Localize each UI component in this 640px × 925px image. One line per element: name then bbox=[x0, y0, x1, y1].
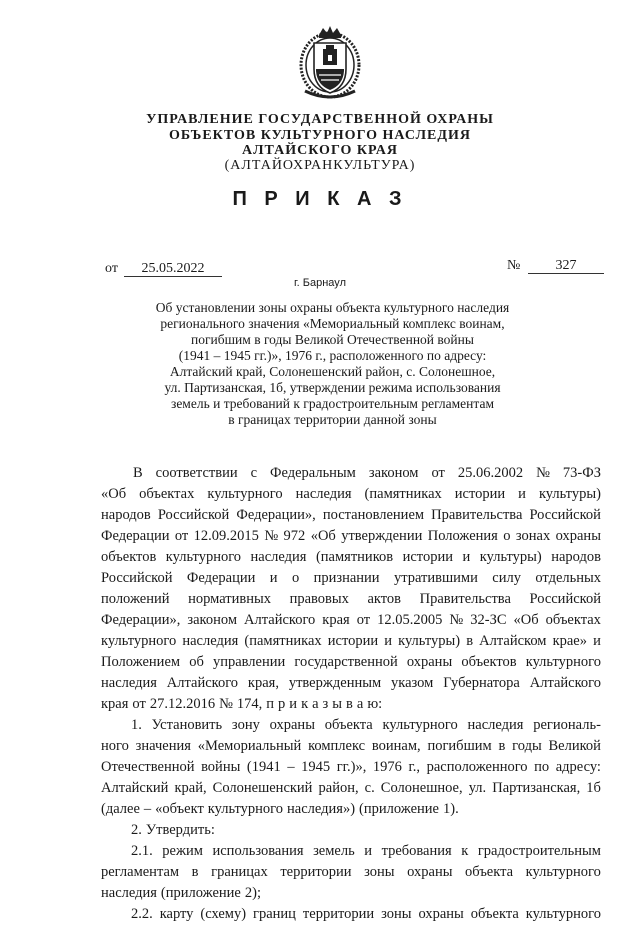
word: Федерации bbox=[101, 528, 170, 544]
org-name-line-3: АЛТАЙСКОГО КРАЯ bbox=[241, 143, 399, 158]
coat-of-arms-emblem bbox=[297, 25, 363, 101]
word: расположенного bbox=[426, 759, 528, 775]
word: охраны bbox=[269, 717, 315, 733]
word: Российской bbox=[101, 570, 173, 586]
word: край, bbox=[174, 780, 207, 796]
word: Губернатора bbox=[443, 675, 520, 691]
word: Партизанская, bbox=[492, 780, 581, 796]
date-label: от bbox=[105, 261, 118, 276]
word: район, bbox=[318, 780, 359, 796]
word: 972 bbox=[283, 528, 306, 544]
word: культуры) bbox=[398, 633, 461, 649]
body-line bbox=[101, 610, 601, 631]
word: 12.05.2005 bbox=[377, 612, 443, 628]
body-line bbox=[101, 736, 601, 757]
subject-line: регионального значения «Мемориальный комплекс воинам, bbox=[160, 316, 505, 331]
body-line bbox=[101, 505, 601, 526]
subject-line: земель и требований к градостроительным регламентам bbox=[170, 396, 495, 411]
word: № bbox=[449, 612, 464, 628]
subject-line: Алтайский край, Солонешенский район, с. Солонешное, bbox=[169, 364, 496, 379]
word: № bbox=[536, 465, 550, 481]
word: – bbox=[287, 759, 295, 775]
word: № bbox=[219, 696, 233, 712]
org-short-name: (АЛТАЙОХРАНКУЛЬТУРА) bbox=[224, 158, 416, 173]
word: «Об bbox=[513, 612, 539, 628]
word: культурного bbox=[207, 801, 284, 817]
word: – bbox=[143, 801, 152, 817]
word: Федерации», bbox=[236, 507, 316, 523]
word: Правительства bbox=[419, 591, 511, 607]
word: актов bbox=[367, 591, 402, 607]
body-line bbox=[101, 673, 601, 694]
word: края, bbox=[247, 675, 279, 691]
word: об bbox=[189, 654, 204, 670]
document-subject bbox=[135, 300, 530, 428]
word: (приложение bbox=[359, 801, 439, 817]
word: ы bbox=[332, 696, 343, 712]
word: признании bbox=[313, 570, 380, 586]
word: в bbox=[466, 633, 474, 649]
word: значения bbox=[135, 738, 191, 754]
org-name-line-1: УПРАВЛЕНИЕ ГОСУДАРСТВЕННОЙ ОХРАНЫ bbox=[146, 112, 494, 127]
word: зонах bbox=[515, 528, 551, 544]
word: карту bbox=[159, 906, 194, 922]
word: г., bbox=[408, 759, 421, 775]
word: 174, bbox=[236, 696, 263, 712]
word: соответствии bbox=[155, 465, 238, 481]
word: 1976 bbox=[372, 759, 402, 775]
word: градостроительным bbox=[477, 843, 601, 859]
word: 32-ЗС bbox=[470, 612, 507, 628]
word: использования bbox=[212, 843, 304, 859]
word: культурного bbox=[165, 549, 242, 565]
word: 25.06.2002 bbox=[457, 465, 524, 481]
word: ю: bbox=[367, 696, 383, 712]
body-line bbox=[101, 883, 601, 904]
word: 2.2. bbox=[131, 906, 153, 922]
word: охраны bbox=[406, 654, 453, 670]
word: от bbox=[356, 612, 371, 628]
word: охраны bbox=[407, 864, 453, 880]
word: и bbox=[593, 633, 601, 649]
word: и bbox=[269, 570, 278, 586]
word: (далее bbox=[101, 801, 140, 817]
body-line bbox=[101, 841, 601, 862]
word: «Мемориальный bbox=[197, 738, 302, 754]
word: 12.09.2015 bbox=[193, 528, 259, 544]
word: Российской bbox=[529, 507, 601, 523]
word: Великой bbox=[548, 738, 601, 754]
word: наследия bbox=[101, 885, 157, 901]
word: Алтайском bbox=[479, 633, 547, 649]
word: Утвердить: bbox=[145, 822, 215, 838]
word: Положения bbox=[427, 528, 498, 544]
word: «Об bbox=[310, 528, 336, 544]
word: 73-ФЗ bbox=[562, 465, 601, 481]
word: истории bbox=[327, 633, 379, 649]
word: Федерации bbox=[186, 570, 256, 586]
word: Федерации», bbox=[101, 612, 181, 628]
word: с bbox=[250, 465, 258, 481]
document-date: 25.05.2022 bbox=[124, 261, 222, 277]
word: (памятниках bbox=[364, 486, 442, 502]
word: законом bbox=[187, 612, 238, 628]
word: от bbox=[174, 528, 189, 544]
word: а bbox=[356, 696, 364, 712]
word: объекта bbox=[470, 906, 519, 922]
org-name-line-2: ОБЪЕКТОВ КУЛЬТУРНОГО НАСЛЕДИЯ bbox=[169, 128, 471, 143]
word: Российской bbox=[529, 591, 601, 607]
word: Алтайского bbox=[529, 675, 601, 691]
body-line bbox=[101, 757, 601, 778]
word: по bbox=[534, 759, 550, 775]
document-number: 327 bbox=[528, 258, 604, 274]
word: Отечественной bbox=[101, 759, 195, 775]
word: истории bbox=[402, 549, 453, 565]
word: о bbox=[503, 528, 511, 544]
word: погибшим bbox=[427, 738, 492, 754]
word: законом bbox=[368, 465, 419, 481]
word: земель bbox=[313, 843, 355, 859]
word: охраны bbox=[418, 906, 464, 922]
word: зоны bbox=[364, 864, 395, 880]
word: и bbox=[364, 843, 373, 859]
body-line bbox=[101, 904, 601, 925]
word: культурного bbox=[525, 906, 601, 922]
word: границ bbox=[253, 906, 296, 922]
word: войны bbox=[201, 759, 241, 775]
word: (памятников bbox=[315, 549, 394, 565]
word: культурного bbox=[525, 654, 601, 670]
body-line bbox=[101, 631, 601, 652]
word: р bbox=[278, 696, 286, 712]
word: утвержденным bbox=[288, 675, 382, 691]
word: зоны bbox=[381, 906, 412, 922]
word: объектах bbox=[139, 486, 195, 502]
word: в bbox=[346, 696, 353, 712]
word: 2.1. bbox=[131, 843, 153, 859]
body-line bbox=[101, 799, 601, 820]
word: культуры) bbox=[479, 549, 542, 565]
word: Правительства bbox=[431, 507, 523, 523]
word: региональ- bbox=[533, 717, 601, 733]
subject-line: ул. Партизанская, 1б, утверждении режима использования bbox=[164, 380, 501, 395]
word: наследия bbox=[250, 549, 307, 565]
body-line bbox=[101, 694, 601, 715]
word: крае» bbox=[552, 633, 587, 649]
word: годы bbox=[512, 738, 542, 754]
body-line bbox=[101, 820, 601, 841]
word: объекта bbox=[324, 717, 373, 733]
word: Солонешенский bbox=[212, 780, 313, 796]
body-line bbox=[101, 484, 601, 505]
word: з bbox=[322, 696, 329, 712]
word: Алтайского bbox=[166, 675, 239, 691]
word: п bbox=[266, 696, 275, 712]
document-type-title: П Р И К А З bbox=[232, 188, 408, 210]
word: культуры) bbox=[538, 486, 601, 502]
word: гг.)», bbox=[336, 759, 367, 775]
word: (памятниках bbox=[244, 633, 322, 649]
word: 1945 bbox=[301, 759, 331, 775]
word: (приложение bbox=[160, 885, 241, 901]
word: наследия bbox=[182, 633, 239, 649]
word: наследия») bbox=[287, 801, 356, 817]
word: края bbox=[322, 612, 350, 628]
word: границах bbox=[211, 864, 268, 880]
word: «объект bbox=[155, 801, 204, 817]
word: территории bbox=[280, 864, 352, 880]
body-line bbox=[101, 715, 601, 736]
word: Российской bbox=[157, 507, 230, 523]
body-line bbox=[101, 652, 601, 673]
body-line bbox=[101, 862, 601, 883]
word: объекта bbox=[465, 864, 514, 880]
body-line bbox=[101, 778, 601, 799]
word: о bbox=[291, 570, 300, 586]
word: народов bbox=[551, 549, 601, 565]
word: Алтайского bbox=[244, 612, 316, 628]
word: силу bbox=[492, 570, 521, 586]
word: Установить bbox=[151, 717, 223, 733]
word: и bbox=[462, 549, 471, 565]
word: зону bbox=[231, 717, 260, 733]
word: а bbox=[312, 696, 319, 712]
document-body bbox=[101, 463, 601, 925]
word: народов bbox=[101, 507, 151, 523]
word: истории bbox=[454, 486, 506, 502]
word: от bbox=[132, 696, 146, 712]
word: края bbox=[101, 696, 129, 712]
word: охраны bbox=[555, 528, 601, 544]
word: «Об bbox=[101, 486, 127, 502]
word: 2); bbox=[244, 885, 261, 901]
word: культурного bbox=[207, 486, 283, 502]
word: в bbox=[498, 738, 506, 754]
word: наследия bbox=[101, 675, 157, 691]
word: с. bbox=[364, 780, 375, 796]
word: 1. bbox=[131, 717, 142, 733]
word: территории bbox=[302, 906, 375, 922]
word: и bbox=[384, 633, 392, 649]
body-line bbox=[101, 568, 601, 589]
word: объектов bbox=[101, 549, 157, 565]
word: (1941 bbox=[246, 759, 281, 775]
word: положений bbox=[101, 591, 170, 607]
word: 1). bbox=[442, 801, 459, 817]
word: утверждении bbox=[341, 528, 423, 544]
word: Положением bbox=[101, 654, 181, 670]
word: государственной bbox=[294, 654, 398, 670]
word: управлении bbox=[212, 654, 286, 670]
word: Алтайский bbox=[101, 780, 169, 796]
word: объектов bbox=[461, 654, 517, 670]
word: к bbox=[461, 843, 469, 859]
word: Солонешное, bbox=[380, 780, 463, 796]
word: к bbox=[301, 696, 309, 712]
word: наследия bbox=[467, 717, 524, 733]
subject-line: погибшим в годы Великой Отечественной войны bbox=[191, 332, 474, 347]
word: наследия bbox=[295, 486, 352, 502]
word: режим bbox=[162, 843, 203, 859]
word: и bbox=[289, 696, 298, 712]
word: от bbox=[431, 465, 445, 481]
word: комплекс bbox=[308, 738, 366, 754]
word: требования bbox=[381, 843, 452, 859]
word: культурного bbox=[525, 864, 601, 880]
word: постановлением bbox=[322, 507, 425, 523]
word: В bbox=[133, 465, 143, 481]
word: указом bbox=[391, 675, 434, 691]
word: правовых bbox=[289, 591, 349, 607]
word: 27.12.2016 bbox=[149, 696, 216, 712]
word: отдельных bbox=[535, 570, 601, 586]
word: и bbox=[518, 486, 526, 502]
word: Федеральным bbox=[270, 465, 356, 481]
word: № bbox=[264, 528, 279, 544]
city: г. Барнаул bbox=[294, 277, 346, 289]
word: ул. bbox=[468, 780, 487, 796]
word: утратившими bbox=[393, 570, 478, 586]
word: культурного bbox=[382, 717, 458, 733]
body-line bbox=[101, 463, 601, 484]
word: 2. bbox=[131, 822, 142, 838]
word: 1б bbox=[586, 780, 601, 796]
subject-line: Об установлении зоны охраны объекта культурного наследия bbox=[155, 300, 510, 315]
word: адресу: bbox=[555, 759, 601, 775]
subject-line: (1941 – 1945 гг.)», 1976 г., расположенного по адресу: bbox=[178, 348, 487, 363]
body-line bbox=[101, 526, 601, 547]
body-line bbox=[101, 547, 601, 568]
word: ного bbox=[101, 738, 129, 754]
word: объектах bbox=[545, 612, 601, 628]
subject-line: в границах территории данной зоны bbox=[228, 412, 437, 427]
word: в bbox=[191, 864, 199, 880]
word: культурного bbox=[101, 633, 177, 649]
word: (схему) bbox=[200, 906, 247, 922]
word: нормативных bbox=[188, 591, 271, 607]
word: воинам, bbox=[371, 738, 421, 754]
body-line bbox=[101, 589, 601, 610]
number-label: № bbox=[507, 258, 521, 273]
word: регламентам bbox=[101, 864, 180, 880]
